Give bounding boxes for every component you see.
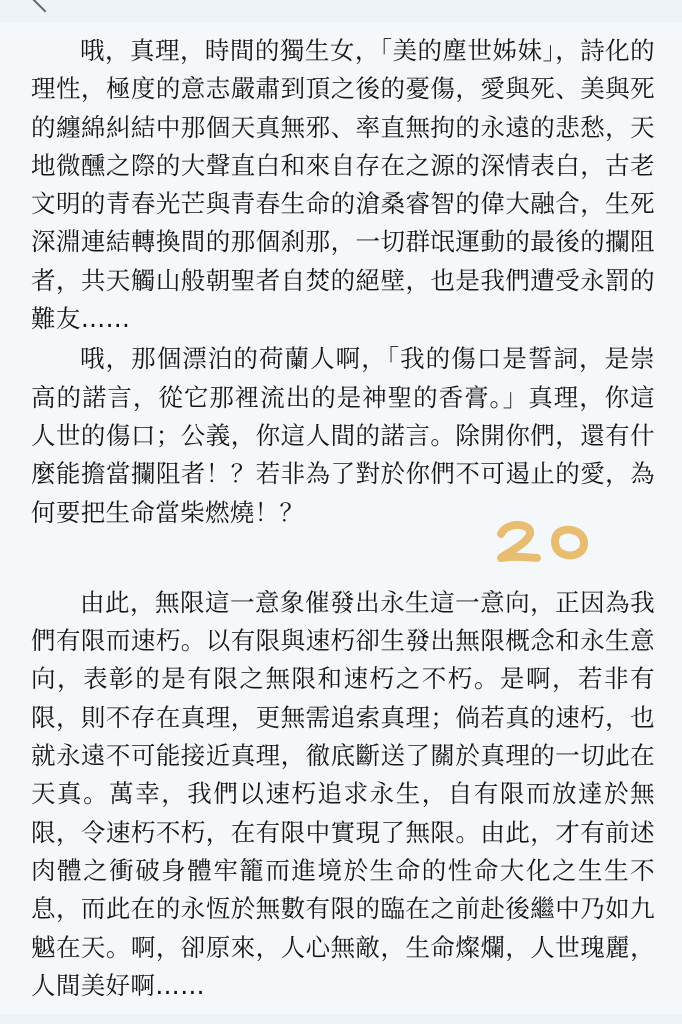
- handwritten-digit-2: [501, 525, 537, 558]
- handwritten-digit-0: [555, 530, 584, 556]
- paragraph-3: 由此，無限這一意象催發出永生這一意向，正因為我們有限而速朽。以有限與速朽卻生發出無限概念和永生意向，表彰的是有限之無限和速朽之不朽。是啊，若非有限，則不存在真理，更無需追索真理；倘若真的速朽，也就永遠不可能接近真理，徹底斷送了關於真理的一切此在天真。萬幸，我們以速朽追求永生，自有限而放達於無限，令速朽不朽，在有限中實現了無限。由此，才有前述肉體之衝破身體牢籠而進境於生命的性命大化之生生不息，而此在的永恆於無數有限的臨在之前赴後繼中乃如九魆在天。啊，卻原來，人心無敵，生命燦爛，人世瑰麗，人間美好啊……: [31, 587, 655, 1000]
- top-bar: [0, 0, 682, 22]
- handwritten-number-annotation: [495, 518, 591, 562]
- bottom-bar: [0, 1014, 682, 1024]
- back-arrow-icon[interactable]: [29, 0, 60, 13]
- paragraph-2: 哦，那個漂泊的荷蘭人啊，「我的傷口是誓詞，是崇高的諾言，從它那裡流出的是神聖的香膏。」真理，你這人世的傷口；公義，你這人間的諾言。除開你們，還有什麼能擔當攔阻者！？若非為了對於你們不可遏止的愛，為何要把生命當柴燃燒！？: [31, 344, 655, 527]
- paragraph-1: 哦，真理，時間的獨生女，「美的塵世姊妹」，詩化的理性，極度的意志嚴肅到頂之後的憂傷，愛與死、美與死的纏綿糾結中那個天真無邪、率直無拘的永遠的悲愁，天地微醺之際的大聲直白和來自存在之源的深情表白，古老文明的青春光芒與青春生命的滄桑睿智的偉大融合，生死深淵連結轉換間的那個刹那，一切群氓運動的最後的攔阻者，共天觸山般朝聖者自焚的絕壁，也是我們遭受永罰的難友……: [31, 36, 655, 334]
